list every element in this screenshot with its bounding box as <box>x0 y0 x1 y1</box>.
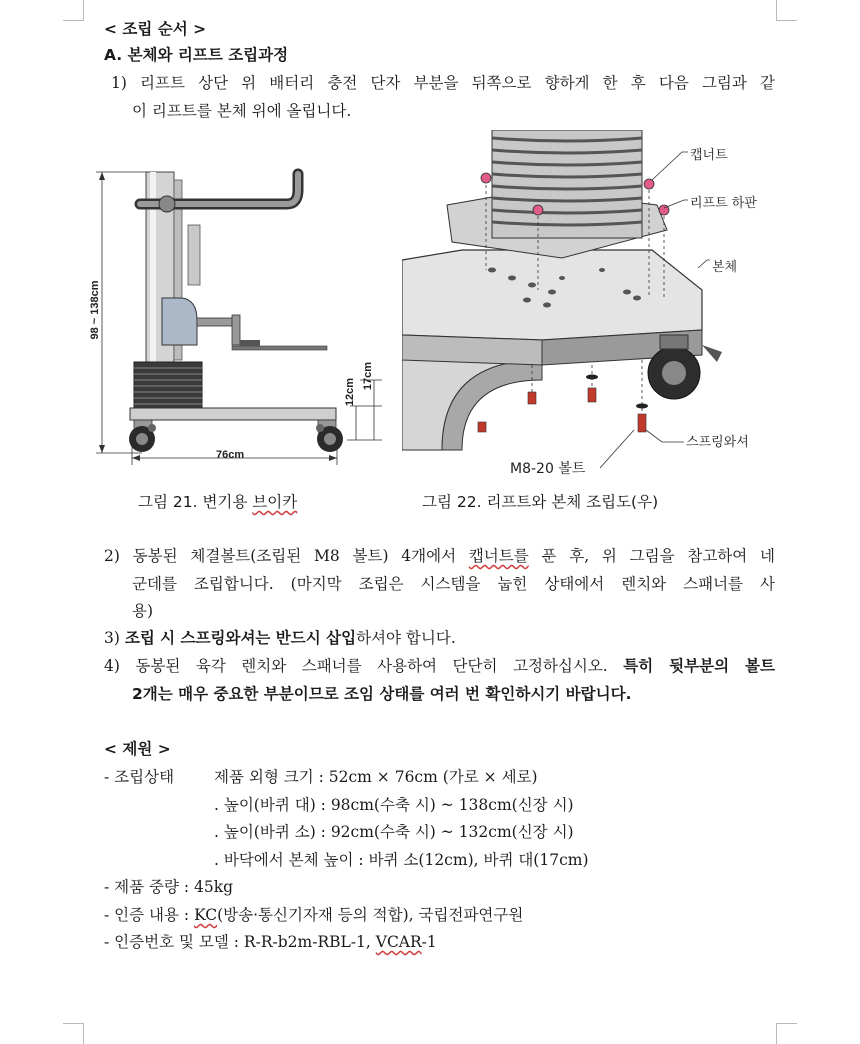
label-spring-washer: 스프링와셔 <box>686 435 749 450</box>
figure-22-caption: 그림 22. 리프트와 본체 조립도(우) <box>422 493 659 511</box>
page-corner-mark <box>776 1023 797 1044</box>
spec-weight: - 제품 중량 : 45kg <box>104 878 234 896</box>
dimension-12cm-label: 12cm <box>344 377 356 407</box>
figure-22-assembly-view <box>402 130 782 480</box>
step3-line: 3) 조립 시 스프링와셔는 반드시 삽입하셔야 합니다. <box>104 629 456 647</box>
label-main-body: 본체 <box>712 260 738 275</box>
step2-line2: 군데를 조립합니다. (마지막 조립은 시스템을 눕힌 상태에서 렌치와 스패너를 사 <box>132 575 775 593</box>
step2-line1: 2) 동봉된 체결볼트(조립된 M8 볼트) 4개에서 캡너트를 푼 후, 위 그림을 참고하여 네 <box>104 547 775 565</box>
label-cap-nut: 캡너트 <box>690 148 728 163</box>
assembly-order-heading: < 조립 순서 > <box>104 20 207 38</box>
height-dimension-label: 98 ~ 138cm <box>89 280 101 340</box>
step2-line3: 용) <box>132 602 154 620</box>
spec-assembly-label: - 조립상태 <box>104 768 175 786</box>
figure-21-caption: 그림 21. 변기용 브이카 <box>138 493 298 511</box>
dimension-17cm-label: 17cm <box>362 361 374 391</box>
spec-size: 제품 외형 크기 : 52cm × 76cm (가로 × 세로) <box>214 768 538 786</box>
step1-line1: 1) 리프트 상단 위 배터리 충전 단자 부분을 뒤쪽으로 향하게 한 후 다음 그림과 같 <box>111 74 775 92</box>
spec-height-large-wheel: . 높이(바퀴 대) : 98cm(수축 시) ~ 138cm(신장 시) <box>214 796 574 814</box>
label-m8-bolt: M8-20 볼트 <box>510 461 586 477</box>
page-corner-mark <box>776 0 797 21</box>
width-dimension-label: 76cm <box>216 449 245 461</box>
page-corner-mark <box>63 1023 84 1044</box>
spec-certification: - 인증 내용 : KC(방송·통신기자재 등의 적합), 국립전파연구원 <box>104 906 524 924</box>
figure-21-side-view <box>82 160 388 472</box>
step4-line2: 2개는 매우 중요한 부분이므로 조임 상태를 여러 번 확인하시기 바랍니다. <box>132 685 632 703</box>
spec-model: - 인증번호 및 모델 : R-R-b2m-RBL-1, VCAR-1 <box>104 933 437 951</box>
section-a-title: A. 본체와 리프트 조립과정 <box>104 46 289 64</box>
page-corner-mark <box>63 0 84 21</box>
spec-heading: < 제원 > <box>104 740 171 758</box>
spec-floor-height: . 바닥에서 본체 높이 : 바퀴 소(12cm), 바퀴 대(17cm) <box>214 851 589 869</box>
label-lift-bottom-plate: 리프트 하판 <box>690 196 757 211</box>
spec-height-small-wheel: . 높이(바퀴 소) : 92cm(수축 시) ~ 132cm(신장 시) <box>214 823 574 841</box>
step1-line2: 이 리프트를 본체 위에 올립니다. <box>132 102 352 120</box>
step4-line1: 4) 동봉된 육각 렌치와 스패너를 사용하여 단단히 고정하십시오. 특히 뒷부분의 볼트 <box>104 657 775 675</box>
